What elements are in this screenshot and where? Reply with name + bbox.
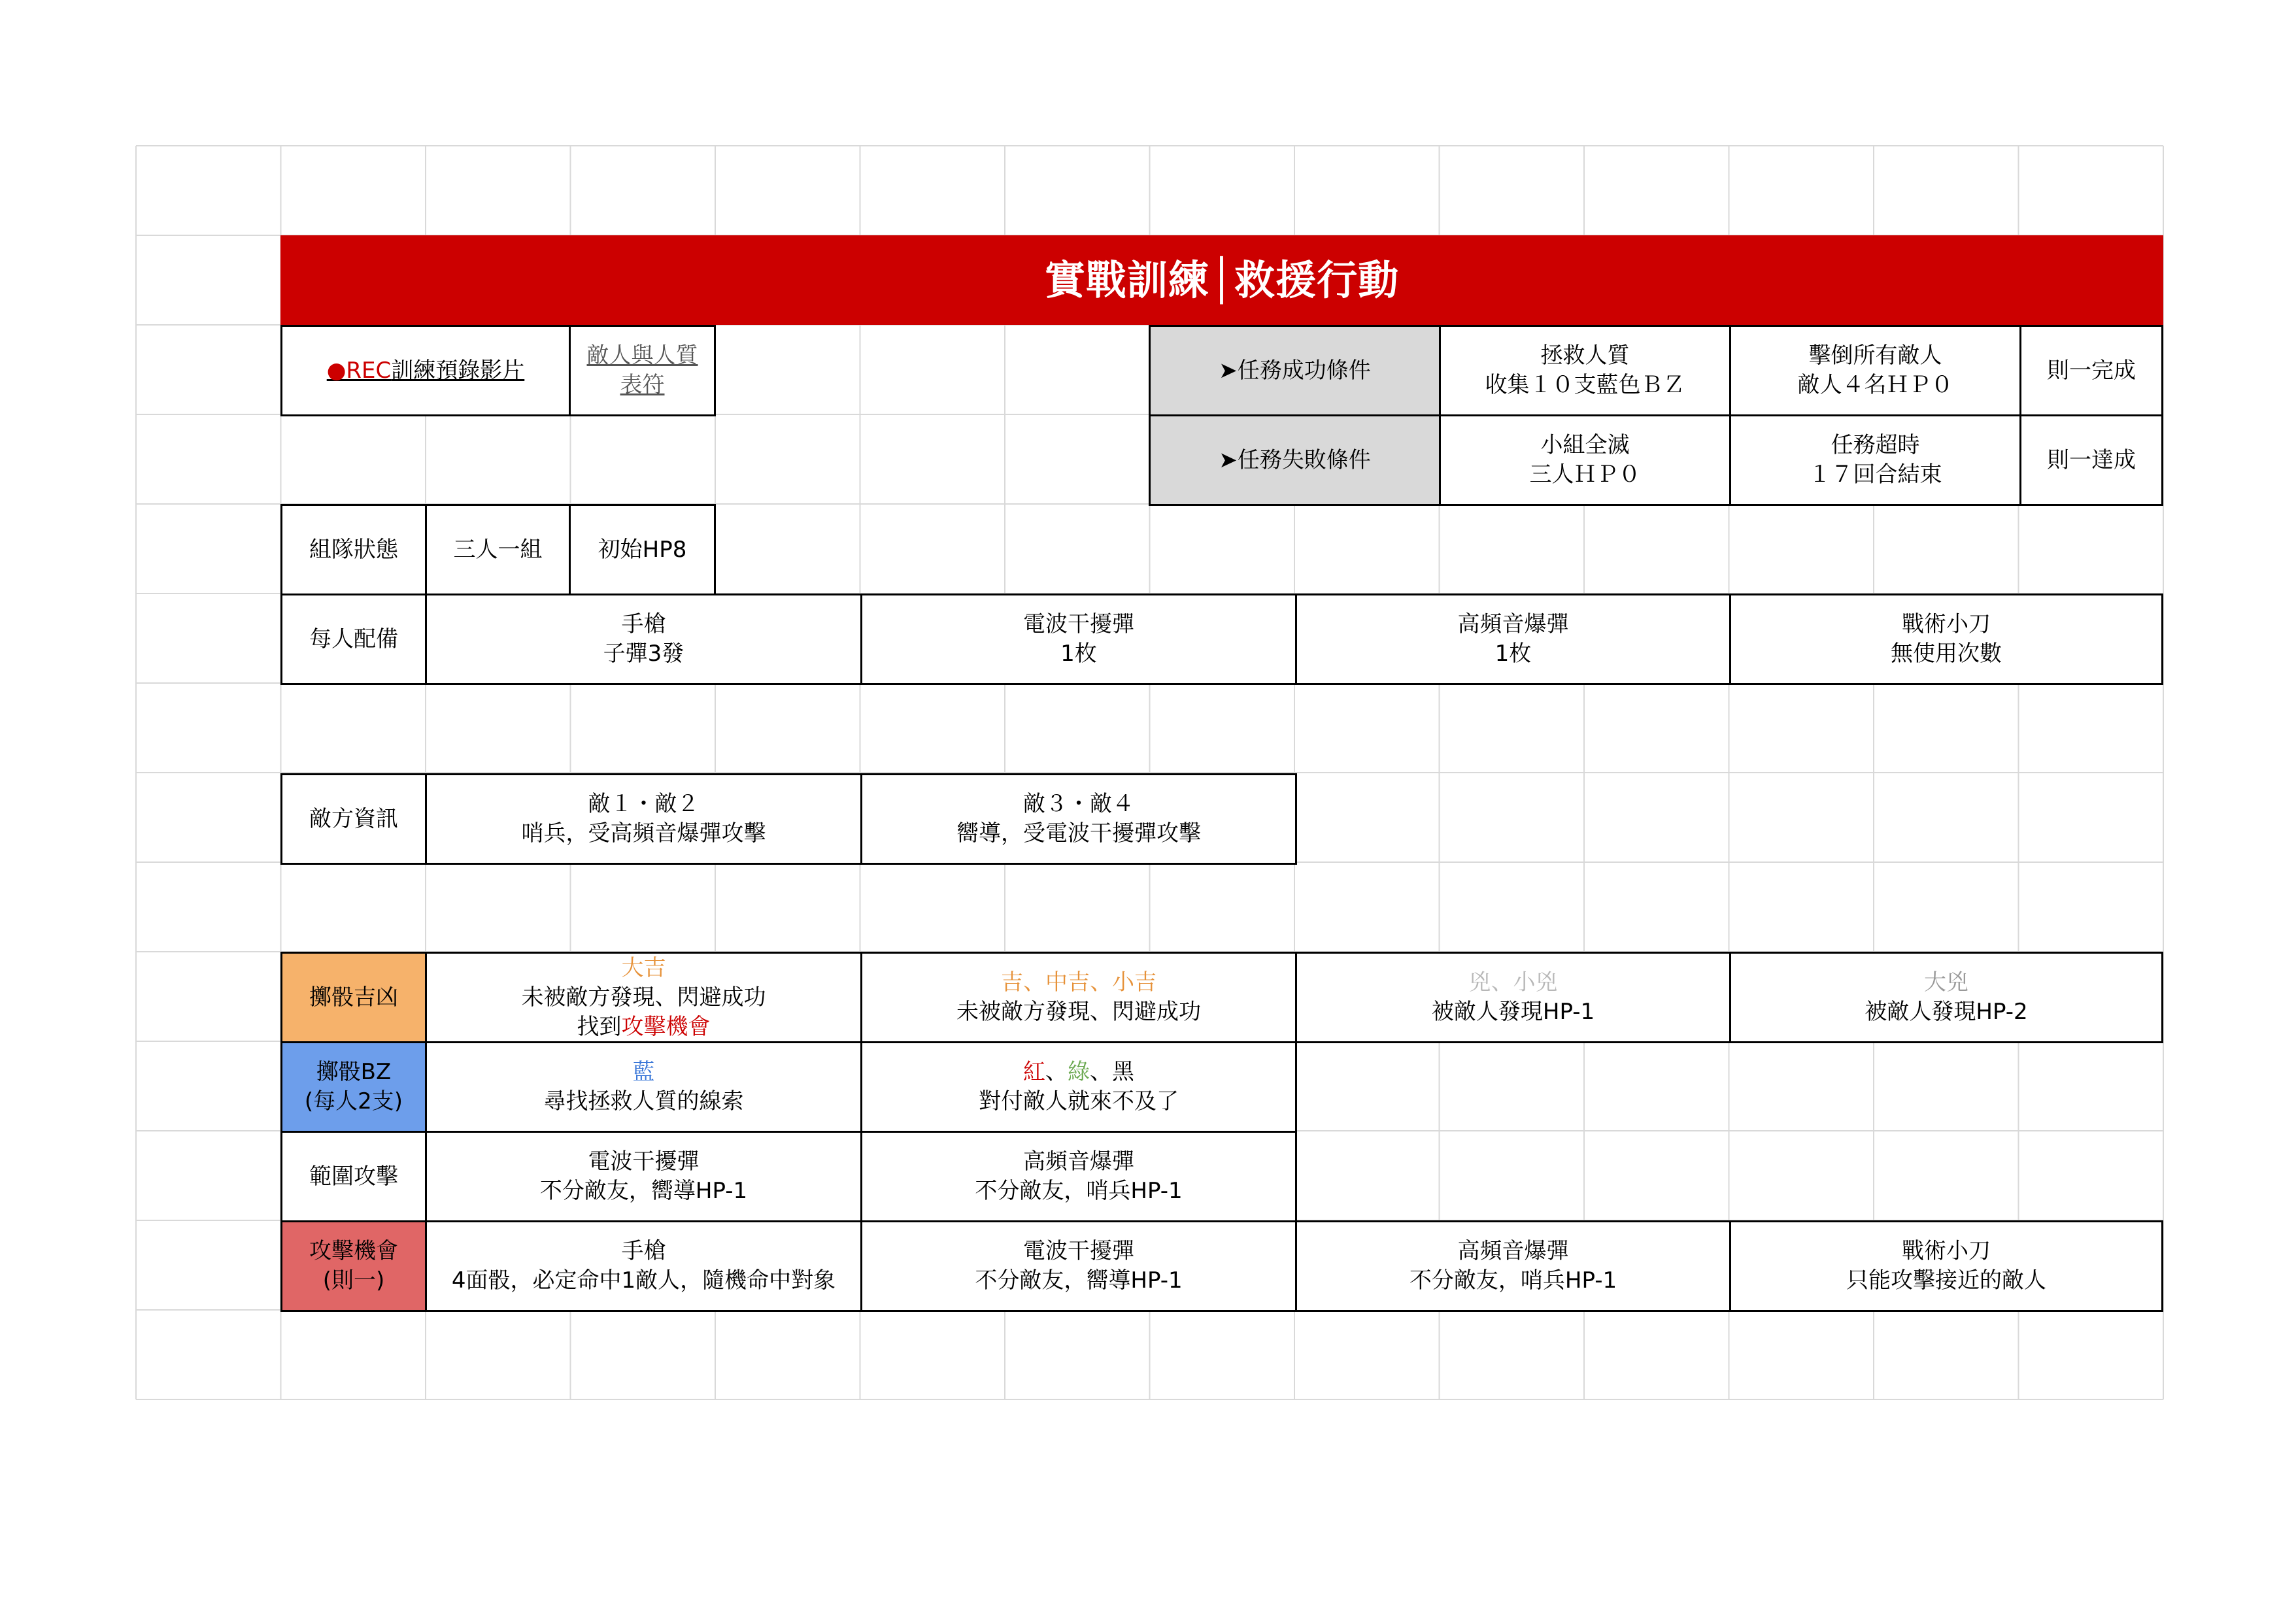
bz-other [860,1041,1297,1133]
equip-2-line1: 電波干擾彈 [1023,611,1134,637]
fail-cond2-line1: 任務超時 [1831,432,1920,458]
bz-sep1: 、 [1045,1059,1068,1085]
attack-chance-label [280,1220,427,1312]
fail-cond1-line1: 小組全滅 [1540,432,1630,458]
attack-2-line2: 不分敵友，嚮導HP-1 [975,1267,1183,1294]
tokens-link-line2: 表符 [620,372,665,398]
mission-success-label: ➤任務成功條件 [1149,325,1441,416]
attack-knife [1729,1220,2163,1312]
attack-2-line1: 電波干擾彈 [1023,1238,1134,1264]
dice-bz-label [280,1041,427,1133]
attack-4-line2: 只能攻擊接近的敵人 [1846,1267,2046,1294]
bz-label-line1: 擲骰BZ [316,1059,392,1085]
bz-red: 紅 [1023,1059,1045,1085]
enemy-2-line1: 敵３・敵４ [1023,791,1134,817]
attack-1-line2: 4面骰，必定命中1敵人，隨機命中對象 [451,1267,836,1294]
dice-fortune-label: 擲骰吉凶 [280,952,427,1043]
equipment-knife [1729,594,2163,685]
success-condition-rescue [1439,325,1731,416]
equip-1-line1: 手槍 [621,611,666,637]
equip-3-line1: 高頻音爆彈 [1457,611,1569,637]
success-condition-defeat [1729,325,2021,416]
dice-worst-fortune [1729,952,2163,1043]
equipment-pistol [425,594,862,685]
dice-bad-head: 兇、小兇 [1468,969,1558,996]
rec-video-link[interactable] [280,325,571,416]
success-rule: 則一完成 [2019,325,2163,416]
enemy-1-line1: 敵１・敵２ [588,791,700,817]
area-2-line1: 高頻音爆彈 [1023,1148,1134,1175]
page-title: 實戰訓練│救援行動 [280,235,2163,325]
dice-bad-fortune [1295,952,1731,1043]
equip-4-line2: 無使用次數 [1891,641,2002,667]
bz-label-line2: (每人2支) [304,1088,403,1114]
success-cond2-line1: 擊倒所有敵人 [1808,343,1942,369]
bz-blue-line2: 尋找拯救人質的線索 [543,1088,744,1114]
equipment-emp [860,594,1297,685]
success-cond1-line2: 收集１０支藍色ＢＺ [1485,372,1685,398]
fail-condition-wipe [1439,414,1731,506]
area-attack-label: 範圍攻擊 [280,1131,427,1222]
attack-label-line1: 攻擊機會 [309,1238,398,1264]
enemy-guides [860,773,1297,865]
dice-great-line3a: 找到 [577,1013,622,1040]
dice-good-fortune [860,952,1297,1043]
attack-3-line2: 不分敵友，哨兵HP-1 [1409,1267,1617,1294]
attack-1-line1: 手槍 [621,1238,666,1264]
rec-dot-label: ●REC [326,357,392,384]
enemy-2-line2: 嚮導，受電波干擾彈攻擊 [956,820,1201,846]
tokens-link[interactable] [569,325,716,416]
area-2-line2: 不分敵友，哨兵HP-1 [975,1178,1183,1204]
area-emp [425,1131,862,1222]
bz-black: 黑 [1112,1059,1134,1085]
team-hp: 初始HP8 [569,504,716,595]
dice-worst-line2: 被敵人發現HP-2 [1865,999,2028,1025]
dice-great-line2: 未被敵方發現、閃避成功 [521,984,766,1011]
team-label: 組隊狀態 [280,504,427,595]
equip-3-line2: 1枚 [1494,641,1532,667]
success-cond1-line1: 拯救人質 [1540,343,1630,369]
area-1-line2: 不分敵友，嚮導HP-1 [539,1178,748,1204]
rec-link-text: 訓練預錄影片 [391,357,525,384]
enemy-sentries [425,773,862,865]
dice-great-fortune [425,952,862,1043]
bz-sep2: 、 [1090,1059,1112,1085]
attack-4-line1: 戰術小刀 [1902,1238,1991,1264]
dice-bad-line2: 被敵人發現HP-1 [1431,999,1595,1025]
attack-pistol [425,1220,862,1312]
equipment-sonic [1295,594,1731,685]
attack-sonic [1295,1220,1731,1312]
equip-1-line2: 子彈3發 [603,641,684,667]
dice-great-line3b: 攻擊機會 [621,1013,711,1040]
fail-condition-timeout [1729,414,2021,506]
equip-2-line2: 1枚 [1060,641,1097,667]
enemy-label: 敵方資訊 [280,773,427,865]
dice-worst-head: 大兇 [1924,969,1968,996]
equipment-label: 每人配備 [280,594,427,685]
dice-great-head: 大吉 [621,954,666,981]
fail-cond2-line2: １７回合結束 [1808,461,1942,488]
area-sonic [860,1131,1297,1222]
bz-blue [425,1041,862,1133]
success-cond2-line2: 敵人４名ＨＰ０ [1797,372,1953,398]
attack-label-line2: (則一) [322,1267,385,1294]
bz-green: 綠 [1068,1059,1090,1085]
attack-emp [860,1220,1297,1312]
area-1-line1: 電波干擾彈 [588,1148,700,1175]
fail-rule: 則一達成 [2019,414,2163,506]
tokens-link-line1: 敵人與人質 [586,343,698,369]
attack-3-line1: 高頻音爆彈 [1457,1238,1569,1264]
mission-fail-label: ➤任務失敗條件 [1149,414,1441,506]
team-size: 三人一組 [425,504,571,595]
bz-blue-head: 藍 [632,1059,655,1085]
equip-4-line1: 戰術小刀 [1902,611,1991,637]
fail-cond1-line2: 三人ＨＰ０ [1529,461,1641,488]
dice-good-head: 吉、中吉、小吉 [1001,969,1156,996]
dice-good-line2: 未被敵方發現、閃避成功 [956,999,1201,1025]
enemy-1-line2: 哨兵，受高頻音爆彈攻擊 [521,820,766,846]
bz-other-line2: 對付敵人就來不及了 [979,1088,1179,1114]
